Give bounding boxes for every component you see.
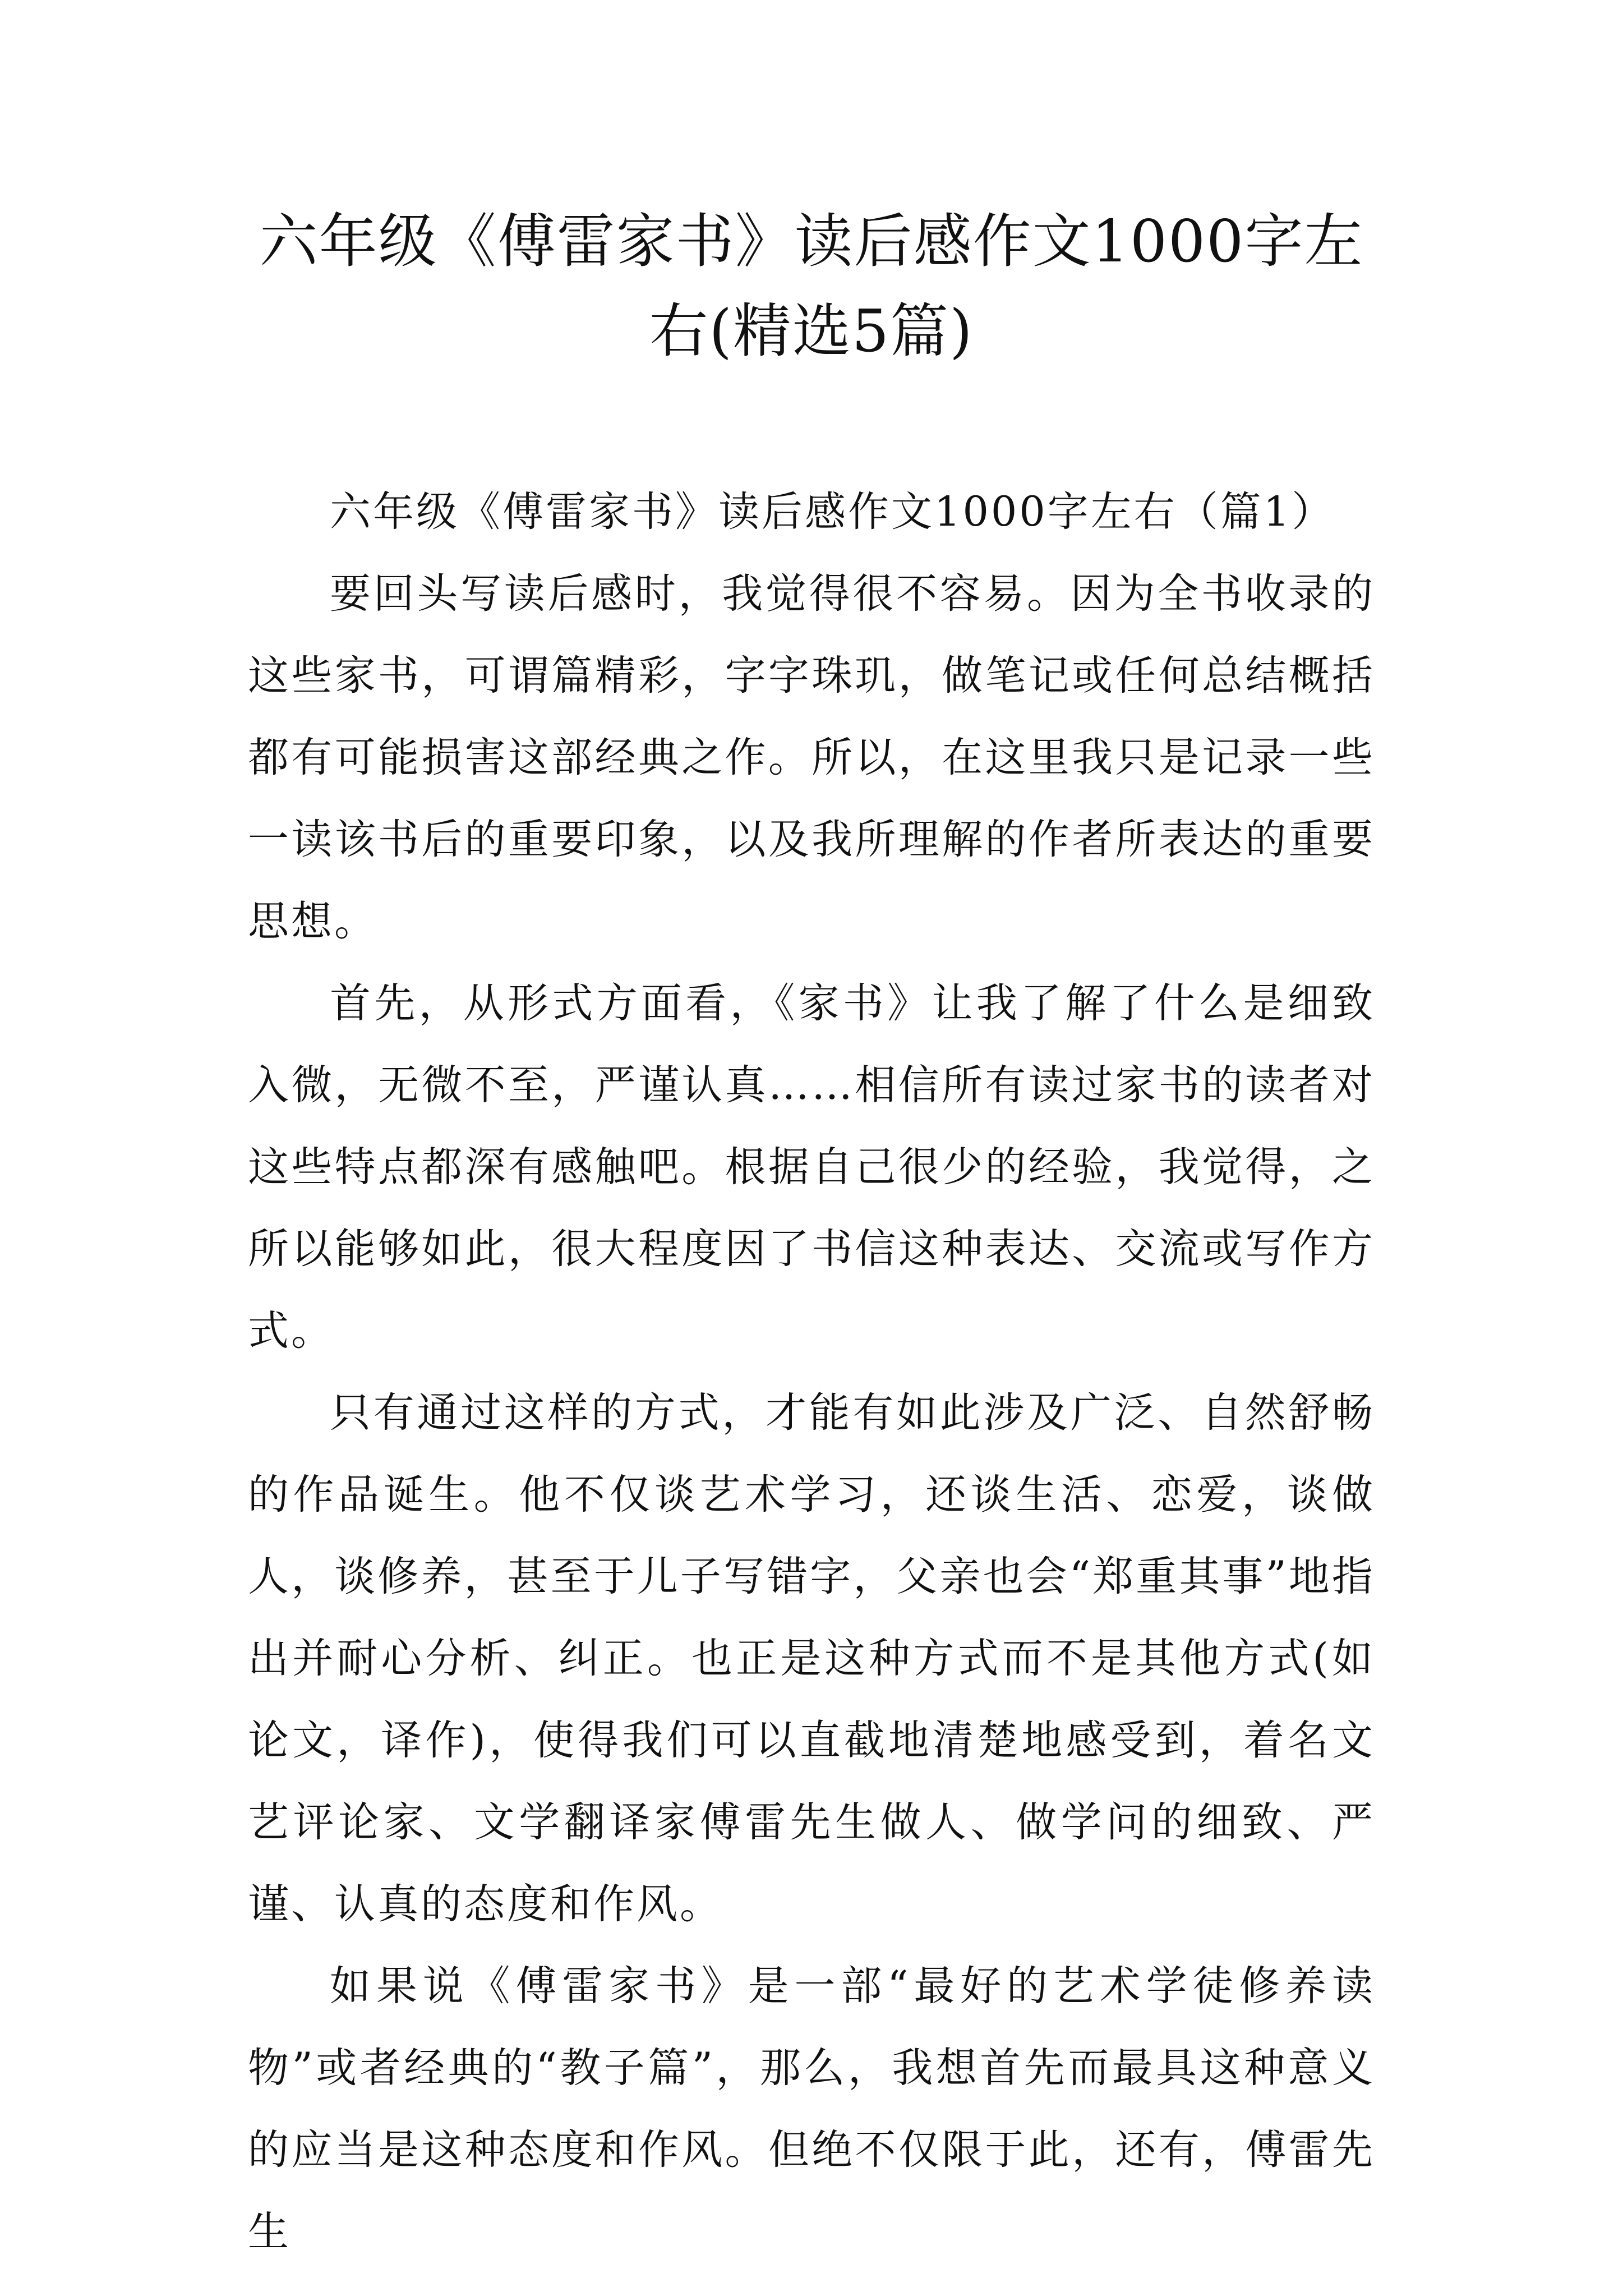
document-title	[224, 196, 1399, 376]
paragraph-3: 只有通过这样的方式，才能有如此涉及广泛、自然舒畅的作品诞生。他不仅谈艺术学习，还谈生活、恋爱，谈做人，谈修养，甚至于儿子写错字，父亲也会“郑重其事”地指出并耐心分析、纠正。也正是这种方式而不是其他方式(如论文，译作)，使得我们可以直截地清楚地感受到，着名文艺评论家、文学翻译家傅雷先生做人、做学问的细致、严谨、认真的态度和作风。	[248, 1389, 1375, 1928]
document-body	[248, 471, 1375, 2273]
section-heading: 六年级《傅雷家书》读后感作文1000字左右（篇1）	[330, 488, 1335, 536]
paragraph-4: 如果说《傅雷家书》是一部“最好的艺术学徒修养读物”或者经典的“教子篇”，那么，我想首先而最具这种意义的应当是这种态度和作风。但绝不仅限于此，还有，傅雷先生	[248, 1962, 1375, 2256]
paragraph-2: 首先，从形式方面看，《家书》让我了解了什么是细致入微，无微不至，严谨认真……相信所有读过家书的读者对这些特点都深有感触吧。根据自己很少的经验，我觉得，之所以能够如此，很大程度因了书信这种表达、交流或写作方式。	[248, 979, 1375, 1355]
paragraph-1: 要回头写读后感时，我觉得很不容易。因为全书收录的这些家书，可谓篇精彩，字字珠玑，做笔记或任何总结概括都有可能损害这部经典之作。所以，在这里我只是记录一些一读该书后的重要印象，以及我所理解的作者所表达的重要思想。	[248, 570, 1375, 945]
title-line-2: 右(精选5篇)	[649, 297, 974, 365]
title-line-1: 六年级《傅雷家书》读后感作文1000字左	[259, 207, 1364, 275]
